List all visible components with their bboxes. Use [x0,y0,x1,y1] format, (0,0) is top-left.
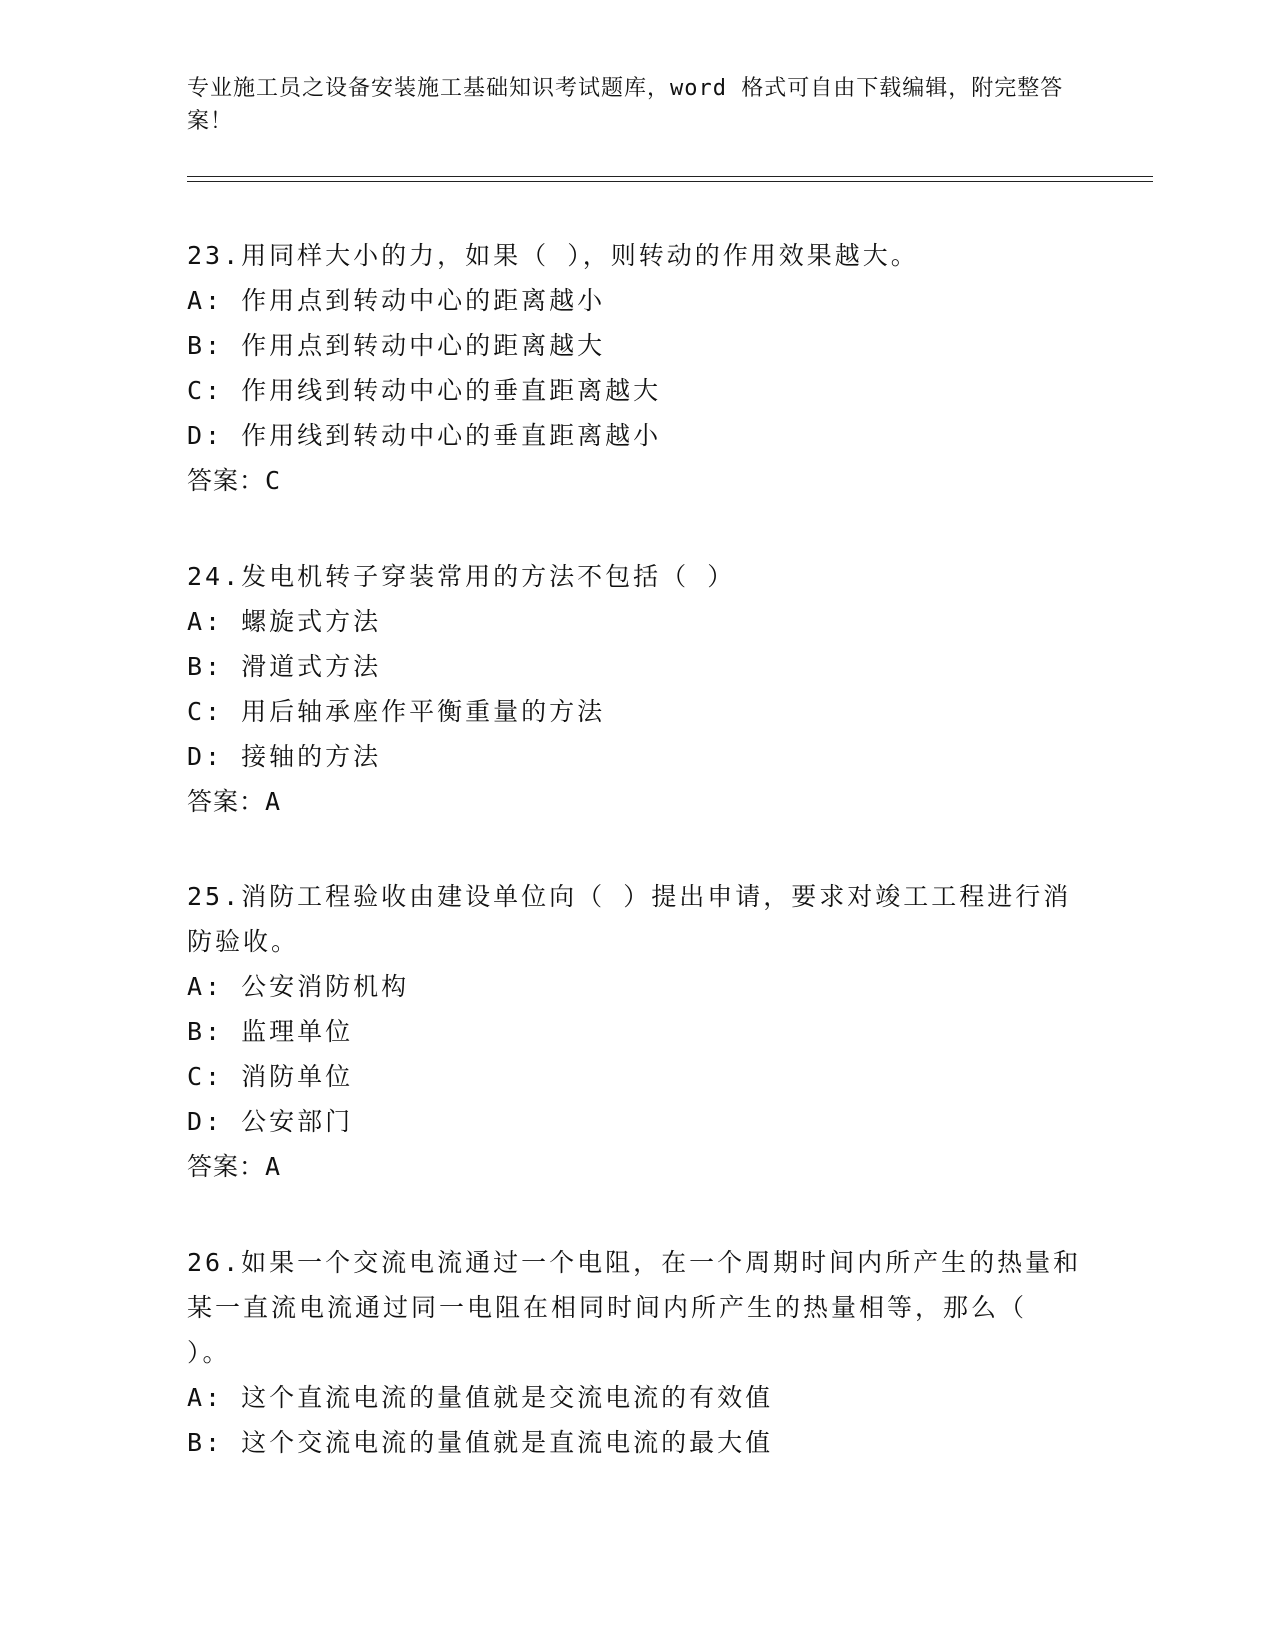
option-c: C: 消防单位 [187,1062,354,1091]
question-25 [187,874,1087,1189]
option-a: A: 螺旋式方法 [187,607,382,636]
option-b: B: 监理单位 [187,1017,354,1046]
question-text: 26.如果一个交流电流通过一个电阻，在一个周期时间内所产生的热量和某一直流电流通过同一电阻在相同时间内所产生的热量相等，那么（ ）。 [187,1248,1082,1367]
question-24 [187,554,1087,824]
option-a: A: 这个直流电流的量值就是交流电流的有效值 [187,1383,774,1412]
option-c: C: 作用线到转动中心的垂直距离越大 [187,376,662,405]
question-text: 25.消防工程验收由建设单位向（ ）提出申请，要求对竣工工程进行消防验收。 [187,882,1072,956]
option-d: D: 公安部门 [187,1107,354,1136]
option-a: A: 作用点到转动中心的距离越小 [187,286,606,315]
header-divider-bottom [187,181,1153,182]
question-26 [187,1240,1087,1465]
option-b: B: 作用点到转动中心的距离越大 [187,331,606,360]
question-text: 23.用同样大小的力，如果（ ），则转动的作用效果越大。 [187,241,919,270]
answer: 答案：A [187,787,282,816]
question-23 [187,233,1087,503]
option-c: C: 用后轴承座作平衡重量的方法 [187,697,606,726]
header-divider-top [187,176,1153,177]
answer: 答案：C [187,466,282,495]
option-d: D: 接轴的方法 [187,742,382,771]
page-header: 专业施工员之设备安装施工基础知识考试题库，word 格式可自由下载编辑，附完整答案！ [187,76,1064,134]
option-b: B: 滑道式方法 [187,652,382,681]
option-d: D: 作用线到转动中心的垂直距离越小 [187,421,662,450]
option-a: A: 公安消防机构 [187,972,410,1001]
option-b: B: 这个交流电流的量值就是直流电流的最大值 [187,1428,774,1457]
question-text: 24.发电机转子穿装常用的方法不包括（ ） [187,562,736,591]
answer: 答案：A [187,1152,282,1181]
